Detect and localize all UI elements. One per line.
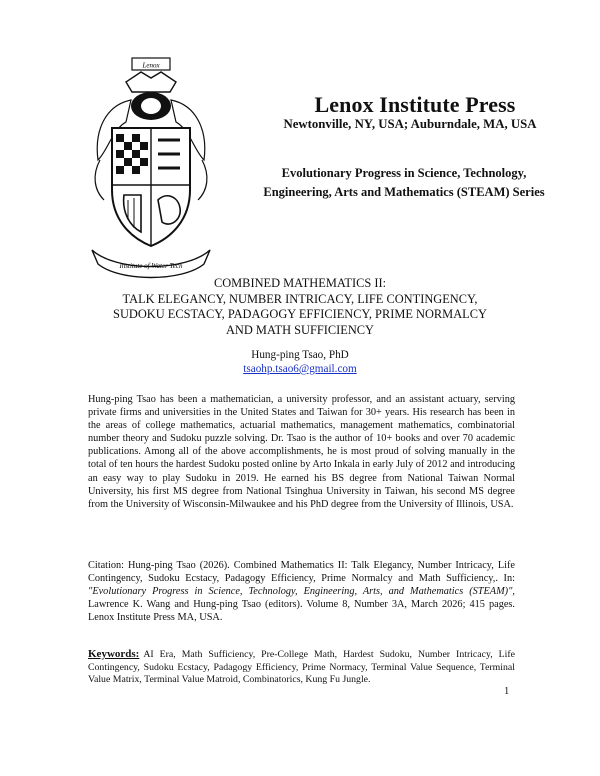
citation-suffix: , Lawrence K. Wang and Hung-ping Tsao (editors). Volume 8, Number 3A, March 2026; 415 pages. Lenox Institute Press MA, USA. <box>88 586 515 624</box>
author-email-link[interactable]: tsaohp.tsao6@gmail.com <box>243 363 357 375</box>
document-title <box>60 276 540 338</box>
author-name: Hung-ping Tsao, PhD <box>251 349 349 361</box>
press-name: Lenox Institute Press <box>314 92 516 117</box>
keywords-text: AI Era, Math Sufficiency, Pre-College Math, Hardest Sudoku, Number Intricacy, Life Contingency, Sudoku Ecstacy, Padagogy Efficiency, Prime Normacy, Terminal Value Sequence, Terminal Value Matrix, Terminal Value Matroid, Combinatorics, Kung Fu Jungle. <box>88 649 515 686</box>
citation-prefix: Citation: Hung-ping Tsao (2026). Combined Mathematics II: Talk Elegancy, Number Intricacy, Life Contingency, Sudoku Ecstacy, Padagogy Efficiency, Prime Normalcy and Math Sufficiency,. In: <box>88 560 515 585</box>
title-line-3: SUDOKU ECSTACY, PADAGOGY EFFICIENCY, PRIME NORMALCY <box>113 307 487 322</box>
citation-paragraph <box>88 559 515 624</box>
citation-series-italic: "Evolutionary Progress in Science, Technology, Engineering, Arts, and Mathematics (STEAM)" <box>88 586 513 598</box>
author-bio-paragraph: Hung-ping Tsao has been a mathematician, a university professor, and an assistant actuary, serving private firms and universities in the United States and Taiwan for 30+ years. His research has been in the areas of college mathematics, actuarial mathematics, management mathematics, combinatorial number theory and Sudoku puzzle solving. Dr. Tsao is the author of 10+ books and over 70 academic publications. Among all of the above accomplishments, he is most proud of solving manually in the total of ten hours the hardest Sudoku posted online by Arto Inkala in early July of 2012 and introducing an easy way to play Sudoku in 2019. He earned his BS degree from National Taiwan Normal University, his first MS degree from National Tsinghua University in Taiwan, his second MS degree from the University of Wisconsin-Milwaukee and his PhD degree from the University of Illinois, USA. <box>88 394 515 510</box>
crest-motto-top: Lenox <box>142 61 160 70</box>
crest-motto-bottom: Institute of Water Tech <box>119 262 183 270</box>
keywords-label: Keywords: <box>88 648 140 660</box>
title-line-1: COMBINED MATHEMATICS II: <box>213 276 387 290</box>
keywords-paragraph <box>88 648 515 687</box>
lenox-crest-logo <box>86 50 216 282</box>
series-line-1: Evolutionary Progress in Science, Technology, <box>281 166 527 180</box>
author-block <box>160 348 440 376</box>
page-number: 1 <box>504 686 510 697</box>
press-location: Newtonville, NY, USA; Auburndale, MA, USA <box>283 117 537 131</box>
series-line-2: Engineering, Arts and Mathematics (STEAM) Series <box>263 185 545 199</box>
title-line-2: TALK ELEGANCY, NUMBER INTRICACY, LIFE CONTINGENCY, <box>122 291 478 306</box>
series-title <box>244 164 564 202</box>
title-line-4: AND MATH SUFFICIENCY <box>225 322 374 337</box>
